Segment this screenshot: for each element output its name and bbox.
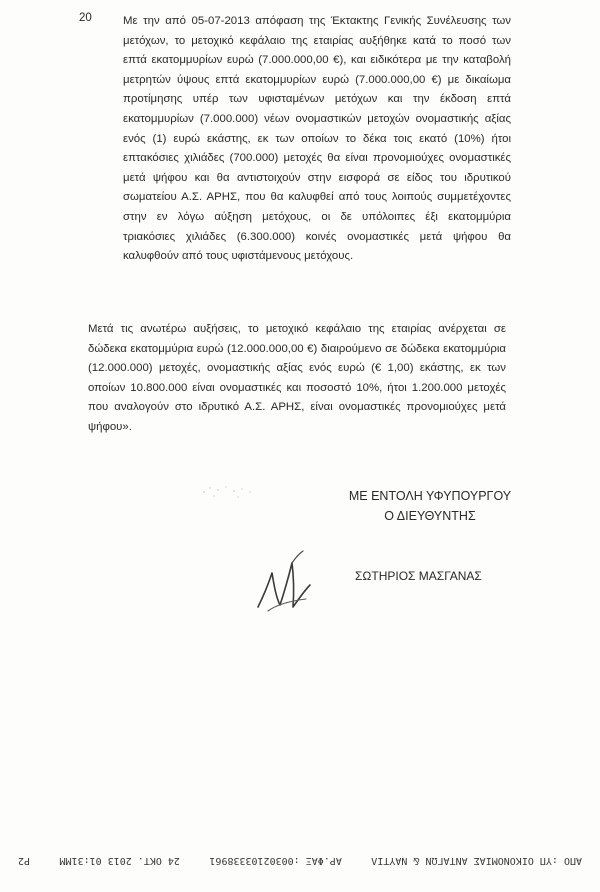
fax-page-number: Ρ2 bbox=[18, 855, 31, 867]
paragraph-line: μετόχων, το μετοχικό κεφάλαιο της εταιρίας αυξήθηκε κατά το ποσό των bbox=[123, 34, 511, 47]
item-number: 20 bbox=[79, 12, 92, 24]
paragraph-line: (12.000.000) μετοχές, ονομαστικής αξίας ενός ευρώ (€ 1,00) εκάστης, εκ των bbox=[88, 362, 506, 375]
paragraph-line: τριακόσιες χιλιάδες (6.300.000) κοινές ονομαστικές μετά ψήφου θα bbox=[123, 230, 511, 243]
paragraph-line: προτίμησης υπέρ των υφισταμένων μετόχων και την έκδοση επτά bbox=[123, 93, 511, 106]
paragraph-line: επτακόσιες χιλιάδες (700.000) μετοχές θα είναι προνομιούχες ονομαστικές bbox=[123, 152, 511, 165]
item-paragraph bbox=[123, 12, 511, 267]
paragraph-line: οποίων 10.800.000 είναι ονομαστικές και ποσοστό 10%, ήτοι 1.200.000 μετοχές bbox=[88, 381, 506, 394]
paragraph-line: επτά εκατομμυρίων ευρώ (7.000.000,00 €), και ειδικότερα με την καταβολή bbox=[123, 54, 511, 67]
paragraph-line: Μετά τις ανωτέρω αυξήσεις, το μετοχικό κεφάλαιο της εταιρίας ανέρχεται σε bbox=[88, 323, 506, 335]
fax-header-strip bbox=[18, 852, 582, 870]
paragraph-line: ενός (1) ευρώ εκάστης, εκ των οποίων το δέκα τοις εκατό (10%) ήτοι bbox=[123, 132, 511, 145]
paragraph-line: στην εν λόγω αύξηση μετόχους, οι δε υπόλοιπες έξι εκατομμύρια bbox=[123, 210, 511, 223]
paragraph-line: μετά ψήφου και θα αντιστοιχούν στην εισφορά σε είδος του ιδρυτικού bbox=[123, 171, 511, 184]
handwritten-signature bbox=[250, 545, 320, 635]
signature-block bbox=[340, 486, 520, 526]
paragraph-line: καλυφθούν από τους υφιστάμενους μετόχους. bbox=[123, 250, 354, 263]
paragraph-line: ψήφου». bbox=[88, 420, 132, 433]
signature-authority: ΜΕ ΕΝΤΟΛΗ ΥΦΥΠΟΥΡΓΟΥ bbox=[348, 489, 512, 503]
fax-sender: ΑΠΟ :ΥΠ ΟΙΚΟΝΟΜΙΑΣ ΑΝΤΑΓΩΝ & ΝΑΥΤΙΛ bbox=[371, 855, 582, 867]
paragraph-line: δώδεκα εκατομμύρια ευρώ (12.000.000,00 €) διαιρούμενο σε δώδεκα εκατομμύρια bbox=[88, 342, 506, 355]
paragraph-line: σωματείου Α.Σ. ΑΡΗΣ, που θα καλυφθεί από τους λοιπούς συμμετέχοντες bbox=[123, 191, 511, 204]
paragraph-line: εκατομμυρίων (7.000.000) νέων ονομαστικών μετοχών ονομαστικής αξίας bbox=[123, 112, 511, 125]
paragraph-line: που αναλογούν στο ιδρυτικό Α.Σ. ΑΡΗΣ, είναι ονομαστικές προνομιούχες μετά bbox=[88, 401, 506, 414]
fax-datetime: 24 ΟΚΤ. 2013 01:31ΜΜ bbox=[59, 855, 180, 867]
summary-paragraph bbox=[88, 320, 506, 438]
signature-title: Ο ΔΙΕΥΘΥΝΤΗΣ bbox=[384, 509, 476, 523]
paragraph-line: Με την από 05-07-2013 απόφαση της Έκτακτης Γενικής Συνέλευσης των bbox=[123, 15, 511, 27]
signatory-name: ΣΩΤΗΡΙΟΣ ΜΑΣΓΑΝΑΣ bbox=[355, 569, 482, 583]
faint-stamp-mark bbox=[196, 478, 276, 508]
paragraph-line: μετρητών ύψους επτά εκατομμυρίων ευρώ (7.000.000,00 €) με δικαίωμα bbox=[123, 73, 511, 86]
fax-number: ΑΡ.ΦΑΞ :00302103338961 bbox=[209, 855, 342, 867]
